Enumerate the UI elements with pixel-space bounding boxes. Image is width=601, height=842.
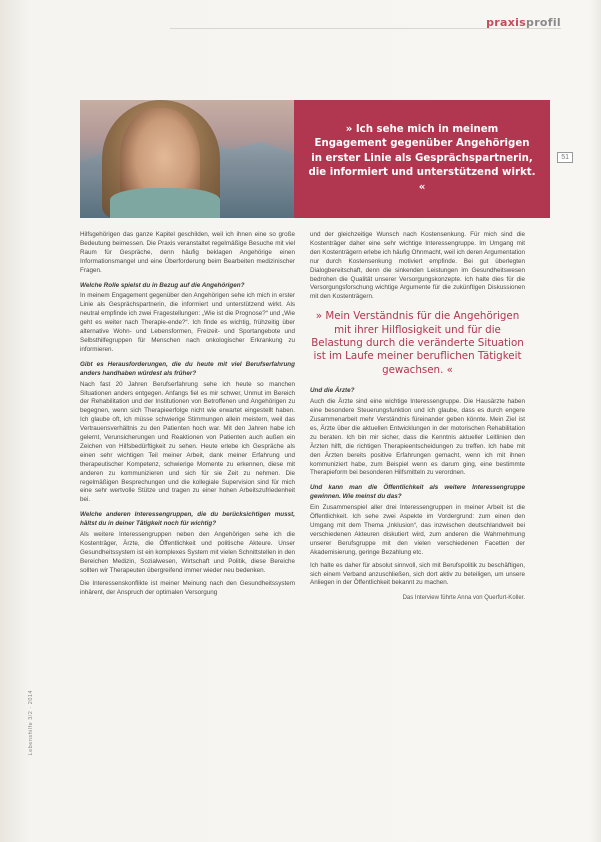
portrait-photo xyxy=(80,100,294,218)
paragraph: Auch die Ärzte sind eine wichtige Interessengruppe. Die Hausärzte haben eine besondere Steuerungsfunktion und ich glaube, dass es durch engere Zusammenarbeit mehr Verständnis füreinander geben könnte. Mein Ziel ist es, Ärzte über die aktuellen Entwicklungen in der motorischen Rehabilitation zu beraten. Ich bin mir sicher, dass die Kenntnis aktueller Leitlinien den Ärzten hilft, die richtigen Therapieentscheidungen zu treffen. Ich habe mit den Ärzten bereits positive Erfahrungen gemacht, wenn ich mit ihnen kommuniziert habe, zum Beispiel wenn es darum ging, eine bestimmte Therapieform bei besonderen Hilfsmitteln zu verordnen. xyxy=(310,398,525,477)
paragraph: Ich halte es daher für absolut sinnvoll, sich mit Berufspolitik zu beschäftigen, sich einem Verband anzuschließen, sich dort aktiv zu beteiligen, um unsere Anliegen in der Öffentlichkeit bekannt zu machen. xyxy=(310,561,525,587)
paragraph: Nach fast 20 Jahren Berufserfahrung sehe ich heute so manchen Situationen anders entgegen. Anfangs fiel es mir schwer, Unmut im Bereich der Rehabilitation und der Institutionen von Betroffenen und Angehörigen zu begegnen, wenn sich Therapieerfolge nicht wie erwartet eingestellt haben. Ich glaube oft, ich müsse schwierige Stimmungen allein meistern, weil das Vertrauensverhältnis zu den Patienten hoch war. Mit den Jahren habe ich gelernt, Verunsicherungen und Reaktionen von Patienten auch außen ein Zeichen von Hilfsbedürftigkeit zu sehen. Heute erlebe ich Gespräche als einen sehr wichtigen Teil meiner Arbeit, dank meiner Erfahrung und therapeutischer Kompetenz, schwierige Momente zu erkennen, diese mit anderen zu kommunizieren und sich für sie Zeit zu nehmen. Die regelmäßigen Besprechungen und die kollegiale Supervision sind für mich eine sehr wertvolle Stütze und tragen zu einer hohen Arbeitszufriedenheit bei. xyxy=(80,380,295,504)
header-divider xyxy=(170,28,561,29)
question: Und kann man die Öffentlichkeit als weitere Interessengruppe gewinnen. Wie meinst du das? xyxy=(310,484,525,501)
paragraph: Ein Zusammenspiel aller drei Interessengruppen in meiner Arbeit ist die Öffentlichkeit. Ich sehe zwei Aspekte im Vordergrund: zum einen den Umgang mit dem Thema „Inklusion“, das inzwischen deutschlandweit bei verschiedenen Akteuren diskutiert wird, zum anderen die Wahrnehmung unserer Berufsgruppe mit den vielen verschiedenen Facetten der Akademisierung, geringe Bezahlung etc. xyxy=(310,504,525,556)
paragraph: Die Interessenskonflikte ist meiner Meinung nach den Gesundheitssystem inhärent, der Anspruch der optimalen Versorgung xyxy=(80,579,295,596)
brand-part1: praxis xyxy=(486,16,527,29)
page-number: 51 xyxy=(557,152,573,163)
question: Welche Rolle spielst du in Bezug auf die Angehörigen? xyxy=(80,281,245,289)
brand-part2: profil xyxy=(526,16,561,29)
paragraph: Hilfsgehörigen das ganze Kapitel geschilden, weil ich ihnen eine so große Bedeutung beimessen. Die Praxis veranstaltet regelmäßige Besuche mit viel Raum für Gespräche, denn häufig beklagen Angehörige einen Informationsmangel und eine Überforderung beim Bearbeiten medizinischer Fragen. xyxy=(80,231,295,274)
side-credit: Lebenshilfe 3/2 · 2014 xyxy=(28,690,34,756)
left-column xyxy=(80,231,295,601)
paragraph: und der gleichzeitige Wunsch nach Kostensenkung. Für mich sind die Kostenträger daher eine sehr wichtige Interessengruppe. Im Umgang mit den Kostenträgern erlebe ich häufig Ohnmacht, weil ich deren Argumentation nur durch Kostensenkung motiviert empfinde. Bei gut überlegten Dialogbereitschaft, denn die sinkenden Leistungen im Gesundheitswesen bedrohen die Qualität unserer Versorgungskonzepte. Ich halte dies für die Versorgungsforschung wichtige Argumente für die zukünftigen Diskussionen mit den Kostenträgern. xyxy=(310,231,525,301)
hero-quote-box xyxy=(294,100,550,218)
hero-banner xyxy=(80,100,550,218)
shirt-shape xyxy=(110,188,220,218)
pull-quote: » Mein Verständnis für die Angehörigen mit ihrer Hilflosigkeit und für die Belastung durch die veränderte Situation ist im Laufe meiner beruflichen Tätigkeit gewachsen. « xyxy=(311,310,524,376)
question: Welche anderen Interessengruppen, die du berücksichtigen musst, hältst du in deiner Tätigkeit noch für wichtig? xyxy=(80,511,295,528)
question: Und die Ärzte? xyxy=(310,387,355,395)
question: Gibt es Herausforderungen, die du heute mit viel Berufserfahrung anders handhaben würdest als früher? xyxy=(80,360,295,377)
right-column xyxy=(310,231,525,603)
paragraph: Als weitere Interessengruppen neben den Angehörigen sehe ich die Kostenträger, Ärzte, die Öffentlichkeit und politische Akteure. Unser Gesundheitssystem ist ein komplexes System mit vielen Schnittstellen in den Bereichen Medizin, Sozialwesen, Wirtschaft und Politik, diese Bereiche sollten wir Therapeuten übergreifend immer wieder neu bedenken. xyxy=(80,531,295,574)
hero-quote: » Ich sehe mich in meinem Engagement gegenüber Angehörigen in erster Linie als Gesprächspartnerin, die informiert und unterstützend wirkt. « xyxy=(308,123,536,193)
paragraph: In meinem Engagement gegenüber den Angehörigen sehe ich mich in erster Linie als Gesprächspartnerin, die informiert und unterstützend wirkt. Als neutral empfinde ich zwei Fragestellungen: „Wie ist die Prognose?“ und „Wie geht es weiter nach Therapie-ende?“. Ich finde es wichtig, frühzeitig über alternative Wohn- und Lebensformen, Freizeit- und Sportangebote und Selbsthilfegruppen für Menschen nach onkologischer Erkrankung zu informieren. xyxy=(80,292,295,353)
interview-signature: Das Interview führte Anna von Querfurt-Koller. xyxy=(402,595,525,602)
